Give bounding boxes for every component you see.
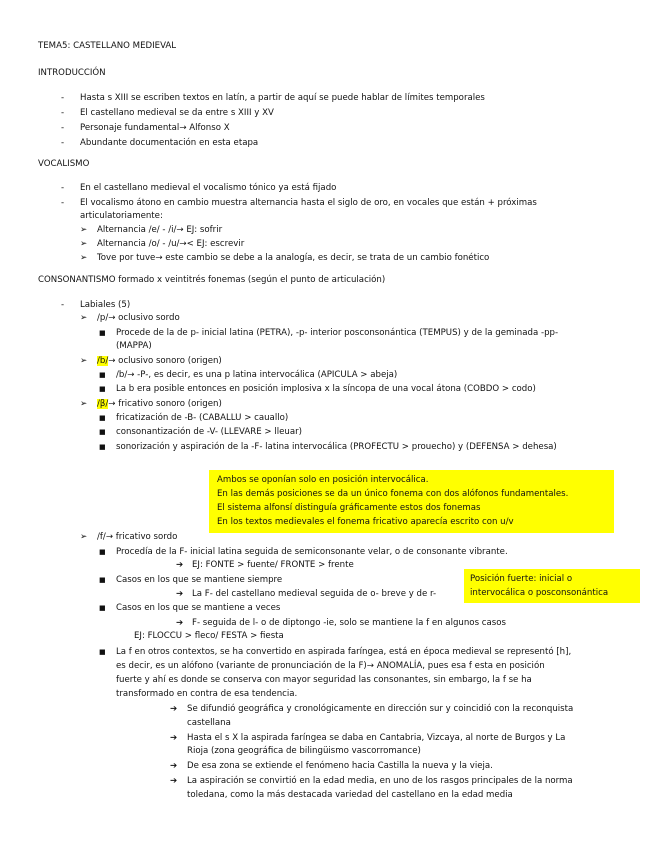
list-item: Personaje fundamental→ Alfonso X xyxy=(80,123,230,133)
dash-bullet: - xyxy=(61,108,65,118)
section-heading-vocalismo: VOCALISMO xyxy=(38,159,90,169)
sub-list-item: /f/→ fricativo sordo xyxy=(97,532,178,542)
list-item: Labiales (5) xyxy=(80,300,131,310)
sub-detail-line: F- seguida de l- o de diptongo -ie, solo se mantiene la f en algunos casos xyxy=(192,618,506,628)
note-line: En las demás posiciones se da un único fonema con dos alófonos fundamentales. xyxy=(217,489,569,499)
note-line: intervocálica o posconsonántica xyxy=(470,588,609,598)
note-line: En los textos medievales el fonema fricativo aparecía escrito con u/v xyxy=(217,517,514,527)
square-bullet-icon: ■ xyxy=(99,548,106,556)
section-heading-introduccion: INTRODUCCIÓN xyxy=(38,68,106,78)
right-arrow-icon: ➔ xyxy=(170,761,178,771)
highlighted-phoneme: /b/ xyxy=(97,356,109,366)
document-title: TEMA5: CASTELLANO MEDIEVAL xyxy=(38,41,177,51)
list-item: Hasta s XIII se escriben textos en latín, a partir de aquí se puede hablar de límites temporales xyxy=(80,93,485,103)
square-bullet-icon: ■ xyxy=(99,443,106,451)
sub-detail-line: La F- del castellano medieval seguida de o- breve y de r- xyxy=(192,589,437,599)
square-bullet-icon: ■ xyxy=(99,414,106,422)
list-item: En el castellano medieval el vocalismo tónico ya está fijado xyxy=(80,183,337,193)
sub-list-item: Alternancia /o/ - /u/→< EJ: escrevir xyxy=(97,239,245,249)
arrow-bullet-icon: ➢ xyxy=(80,313,88,323)
sub-list-item: Alternancia /e/ - /i/→ EJ: sofrir xyxy=(97,225,223,235)
arrow-bullet-icon: ➢ xyxy=(80,253,88,263)
detail-item: Casos en los que se mantiene a veces xyxy=(116,603,281,613)
right-arrow-icon: ➔ xyxy=(176,560,184,570)
example-line: EJ: FLOCCU > fleco/ FESTA > fiesta xyxy=(134,631,284,641)
right-arrow-icon: ➔ xyxy=(176,618,184,628)
detail-item: Procede de la de p- inicial latina (PETRA), -p- interior posconsonántica (TEMPUS) y de la geminada -pp- xyxy=(116,328,559,338)
dash-bullet: - xyxy=(61,138,65,148)
detail-item: /b/→ -P-, es decir, es una p latina intervocálica (APICULA > abeja) xyxy=(116,370,398,380)
arrow-bullet-icon: ➢ xyxy=(80,356,88,366)
right-arrow-icon: ➔ xyxy=(170,776,178,786)
detail-item: sonorización y aspiración de la -F- latina intervocálica (PROFECTU > prouecho) y (DEFENSA > dehesa) xyxy=(116,442,557,452)
detail-item-continuation: fuerte y ahí es donde se conserva con mayor seguridad las consonantes, sin embargo, la f se ha xyxy=(116,675,532,685)
list-item: Abundante documentación en esta etapa xyxy=(80,138,259,148)
detail-item-continuation: es decir, es un alófono (variante de pronunciación de la F)→ ANOMALÍA, pues esa f esta en posición xyxy=(116,661,545,671)
dash-bullet: - xyxy=(61,93,65,103)
sub-detail-continuation: Rioja (zona geográfica de bilingüismo vascorromance) xyxy=(187,746,421,756)
highlighted-phoneme: /β/ xyxy=(97,399,109,409)
highlight-note xyxy=(464,569,640,603)
note-line: Ambos se oponían solo en posición intervocálica. xyxy=(217,475,429,485)
arrow-bullet-icon: ➢ xyxy=(80,532,88,542)
square-bullet-icon: ■ xyxy=(99,385,106,393)
right-arrow-icon: ➔ xyxy=(176,589,184,599)
detail-item: consonantización de -V- (LLEVARE > lleuar) xyxy=(116,427,302,437)
sub-detail-line: La aspiración se convirtió en la edad media, en uno de los rasgos principales de la norma xyxy=(187,776,573,786)
sub-detail-line: Se difundió geográfica y cronológicamente en dirección sur y coincidió con la reconquista xyxy=(187,704,574,714)
detail-item: Casos en los que se mantiene siempre xyxy=(116,575,283,585)
detail-item: fricatización de -B- (CABALLU > cauallo) xyxy=(116,413,289,423)
square-bullet-icon: ■ xyxy=(99,428,106,436)
note-line: El sistema alfonsí distinguía gráficamente estos dos fonemas xyxy=(217,503,481,513)
sub-list-item: Tove por tuve→ este cambio se debe a la analogía, es decir, se trata de un cambio fonético xyxy=(97,253,490,263)
example-line: EJ: FONTE > fuente/ FRONTE > frente xyxy=(192,560,354,570)
sub-detail-continuation: castellana xyxy=(187,718,231,728)
dash-bullet: - xyxy=(61,183,65,193)
dash-bullet: - xyxy=(61,300,65,310)
right-arrow-icon: ➔ xyxy=(170,704,178,714)
sub-detail-line: Hasta el s X la aspirada faríngea se daba en Cantabria, Vizcaya, al norte de Burgos y La xyxy=(187,733,566,743)
right-arrow-icon: ➔ xyxy=(170,733,178,743)
sub-detail-line: De esa zona se extiende el fenómeno hacia Castilla la nueva y la vieja. xyxy=(187,761,493,771)
list-item: El castellano medieval se da entre s XIII y XV xyxy=(80,108,274,118)
sub-detail-continuation: toledana, como la más destacada variedad del castellano en la edad media xyxy=(187,790,513,800)
detail-item: La b era posible entonces en posición implosiva x la síncopa de una vocal átona (COBDO > codo) xyxy=(116,384,536,394)
sub-list-item: /p/→ oclusivo sordo xyxy=(97,313,180,323)
dash-bullet: - xyxy=(61,123,65,133)
arrow-bullet-icon: ➢ xyxy=(80,239,88,249)
sub-list-item: /b/→ oclusivo sonoro (origen) xyxy=(97,356,222,366)
note-line: Posición fuerte: inicial o xyxy=(470,574,573,584)
sub-list-item: /β/→ fricativo sonoro (origen) xyxy=(97,399,222,409)
detail-item-continuation: transformado en contra de esa tendencia. xyxy=(116,689,298,699)
detail-item: La f en otros contextos, se ha convertido en aspirada faríngea, está en época medieval se representó [h], xyxy=(116,647,572,657)
section-heading-consonantismo: CONSONANTISMO formado x veintitrés fonemas (según el punto de articulación) xyxy=(38,275,386,285)
arrow-bullet-icon: ➢ xyxy=(80,225,88,235)
square-bullet-icon: ■ xyxy=(99,329,106,337)
highlight-note xyxy=(209,470,614,533)
list-item-continuation: articulatoriamente: xyxy=(80,211,163,221)
dash-bullet: - xyxy=(61,198,65,208)
square-bullet-icon: ■ xyxy=(99,576,106,584)
detail-item: Procedía de la F- inicial latina seguida de semiconsonante velar, o de consonante vibrante. xyxy=(116,547,508,557)
arrow-bullet-icon: ➢ xyxy=(80,399,88,409)
detail-item-continuation: (MAPPA) xyxy=(116,341,152,351)
square-bullet-icon: ■ xyxy=(99,604,106,612)
square-bullet-icon: ■ xyxy=(99,648,106,656)
list-item: El vocalismo átono en cambio muestra alternancia hasta el siglo de oro, en vocales que están + próximas xyxy=(80,198,537,208)
square-bullet-icon: ■ xyxy=(99,371,106,379)
